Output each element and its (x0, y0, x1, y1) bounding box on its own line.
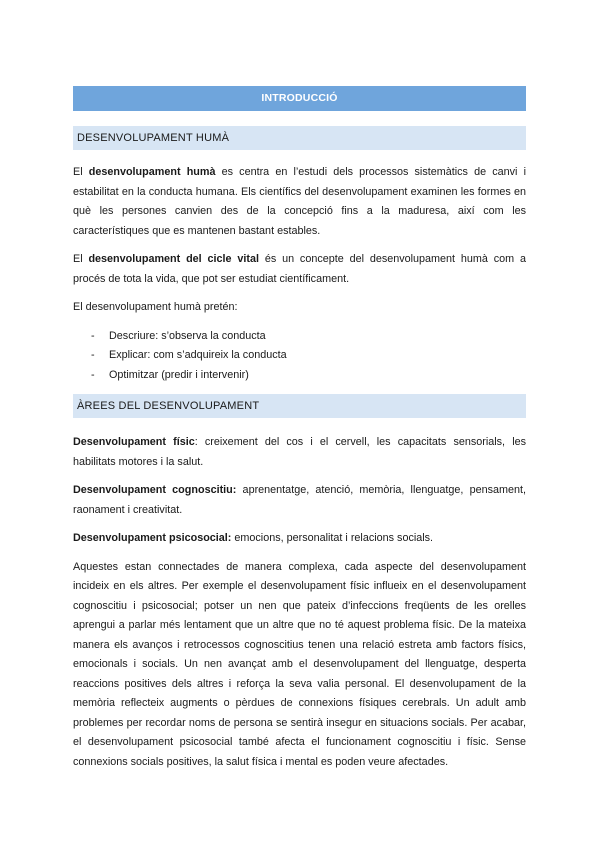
paragraph-psicosocial: Desenvolupament psicosocial: emocions, personalitat i relacions socials. (73, 532, 434, 544)
objectives-list (73, 327, 526, 386)
list-item: - Optimitzar (predir i intervenir) (73, 366, 526, 386)
paragraph-desenvolupament-huma: El desenvolupament humà es centra en l’estudi dels processos sistemàtics de canvi i estabilitat en la conducta humana. Els científics del desenvolupament examinen les formes en què les persones canvien des de la concepció fins a la maduresa, així com les característiques que es mantenen bastant estables. (73, 166, 526, 237)
term-desenvolupament-huma: desenvolupament humà (88, 166, 216, 178)
section-heading-desenvolupament-huma: DESENVOLUPAMENT HUMÀ (73, 126, 526, 150)
paragraph-cicle-vital: El desenvolupament del cicle vital és un concepte del desenvolupament humà com a procés de tota la vida, que pot ser estudiat científicament. (73, 253, 526, 285)
paragraph-connexions: Aquestes estan connectades de manera complexa, cada aspecte del desenvolupament incideix en els altres. Per exemple el desenvolupament físic influeix en el desenvolupament cognoscitiu i psicosocial; potser un nen que pateix d’infeccions freqüents de les orelles aprengui a parlar més lentament que un altre que no té aquest problema físic. De la mateixa manera els avanços i retrocessos cognoscitius tenen una relació estreta amb factors físics, emocionals i socials. Un nen avançat amb el desenvolupament del llenguatge, desperta reaccions positives dels altres i reforça la seva valia personal. El desenvolupament de la memòria reflecteix augments o pèrdues de connexions físiques cerebrals. Un adult amb problemes per recordar noms de persona se sentirà insegur en situacions socials. Per acabar, el desenvolupament psicosocial també afecta el funcionament cognoscitiu i físic. Sense connexions socials positives, la salut física i mental es poden veure afectades. (73, 560, 526, 768)
paragraph-preten: El desenvolupament humà pretén: (73, 301, 238, 313)
paragraph-cognoscitiu: Desenvolupament cognoscitiu: aprenentatge, atenció, memòria, llenguatge, pensament, raonament i creativitat. (73, 484, 526, 516)
section-heading-arees: ÀREES DEL DESENVOLUPAMENT (73, 394, 526, 418)
list-item: - Explicar: com s’adquireix la conducta (73, 346, 526, 366)
paragraph-fisic: Desenvolupament físic: creixement del cos i el cervell, les capacitats sensorials, les habilitats motores i la salut. (73, 436, 526, 468)
term-cicle-vital: desenvolupament del cicle vital (88, 253, 259, 265)
term-fisic: Desenvolupament físic (73, 436, 195, 448)
document-page (73, 86, 526, 772)
term-psicosocial: Desenvolupament psicosocial: (73, 532, 232, 544)
list-item: - Descriure: s’observa la conducta (73, 327, 526, 347)
document-title: INTRODUCCIÓ (73, 86, 526, 111)
term-cognoscitiu: Desenvolupament cognoscitiu: (73, 484, 237, 496)
